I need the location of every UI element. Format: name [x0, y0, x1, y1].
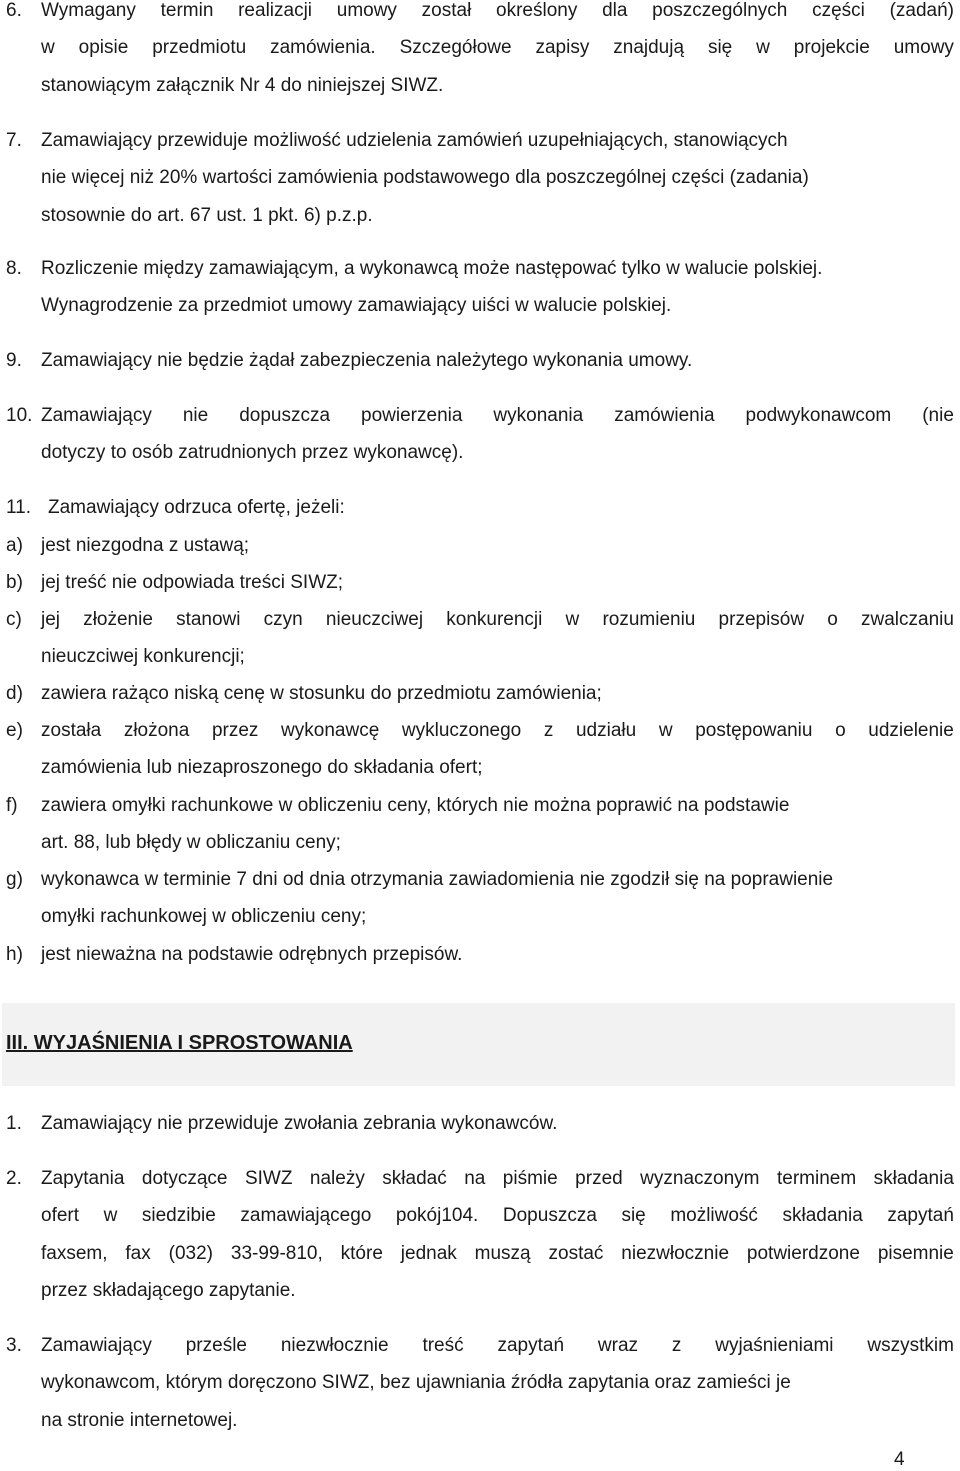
- text-line: Wynagrodzenie za przedmiot umowy zamawiający uiści w walucie polskiej.: [41, 295, 672, 316]
- word: zostać: [548, 1243, 604, 1264]
- item-letter: c): [6, 609, 22, 630]
- text-line: stanowiącym załącznik Nr 4 do niniejszej SIWZ.: [41, 75, 444, 96]
- word: potwierdzone: [746, 1243, 860, 1264]
- text-line: zawiera omyłki rachunkowe w obliczeniu ceny, których nie można poprawić na podstawie: [41, 795, 790, 816]
- item-number: 2.: [6, 1168, 22, 1189]
- word: umowy: [893, 37, 954, 58]
- text-line: wykonawca w terminie 7 dni od dnia otrzymania zawiadomienia nie zgodził się na poprawienie: [41, 869, 834, 890]
- word: niezwłocznie: [621, 1243, 730, 1264]
- item-letter: d): [6, 683, 23, 704]
- word: składać: [382, 1168, 447, 1189]
- item-number: 3.: [6, 1335, 22, 1356]
- word: termin: [160, 0, 214, 21]
- word: wszystkim: [867, 1335, 954, 1356]
- word: terminem: [776, 1168, 857, 1189]
- word: pisemnie: [877, 1243, 954, 1264]
- word: opisie: [78, 37, 129, 58]
- text-line: Zamawiający nie przewiduje zwołania zebrania wykonawców.: [41, 1113, 558, 1134]
- word: dla: [602, 0, 628, 21]
- item-letter: b): [6, 572, 23, 593]
- word: w: [103, 1205, 118, 1226]
- section-heading: III. WYJAŚNIENIA I SPROSTOWANIA: [6, 1032, 353, 1054]
- word: w: [41, 37, 55, 58]
- word: przepisów: [718, 609, 805, 630]
- word: ofert: [41, 1205, 80, 1226]
- text-line: zawiera rażąco niską cenę w stosunku do przedmiotu zamówienia;: [41, 683, 602, 704]
- word: w: [565, 609, 580, 630]
- word: przed: [575, 1168, 623, 1189]
- word: (032): [168, 1243, 213, 1264]
- word: wykonawcę: [281, 720, 380, 741]
- word: udzielenie: [868, 720, 954, 741]
- text-line: [41, 720, 954, 742]
- text-line: nieuczciwej konkurencji;: [41, 646, 245, 667]
- word: o: [835, 720, 846, 741]
- word: zamawiającego: [240, 1205, 372, 1226]
- word: treść: [422, 1335, 464, 1356]
- item-number: 1.: [6, 1113, 22, 1134]
- word: (nie: [922, 405, 954, 426]
- word: podwykonawcom: [745, 405, 892, 426]
- word: w: [756, 37, 770, 58]
- word: składania: [873, 1168, 954, 1189]
- word: wyznaczonym: [640, 1168, 760, 1189]
- word: prześle: [185, 1335, 247, 1356]
- item-letter: g): [6, 869, 23, 890]
- text-line: stosownie do art. 67 ust. 1 pkt. 6) p.z.p.: [41, 205, 373, 226]
- item-number: 10.: [6, 405, 33, 426]
- word: z: [543, 720, 554, 741]
- word: stanowi: [176, 609, 241, 630]
- word: realizacji: [238, 0, 313, 21]
- page-number: 4: [894, 1449, 905, 1470]
- word: czyn: [263, 609, 303, 630]
- text-line: Zamawiający nie będzie żądał zabezpieczenia należytego wykonania umowy.: [41, 350, 693, 371]
- text-line: [41, 1168, 954, 1190]
- text-line: [41, 405, 954, 427]
- word: określony: [496, 0, 578, 21]
- text-line: jej treść nie odpowiada treści SIWZ;: [41, 572, 344, 593]
- text-line: jest nieważna na podstawie odrębnych przepisów.: [41, 944, 463, 965]
- text-line: [41, 0, 954, 22]
- word: części: [812, 0, 865, 21]
- word: Wymagany: [41, 0, 136, 21]
- word: postępowaniu: [695, 720, 813, 741]
- word: muszą: [474, 1243, 531, 1264]
- word: fax: [125, 1243, 151, 1264]
- word: siedzibie: [141, 1205, 216, 1226]
- word: w: [658, 720, 673, 741]
- word: Zapytania: [41, 1168, 125, 1189]
- text-line: Zamawiający odrzuca ofertę, jeżeli:: [48, 497, 345, 518]
- word: został: [421, 0, 472, 21]
- word: należy: [309, 1168, 365, 1189]
- item-number: 9.: [6, 350, 22, 371]
- word: jej: [41, 609, 61, 630]
- word: faxsem,: [41, 1243, 108, 1264]
- item-number: 6.: [6, 0, 22, 21]
- text-line: [41, 37, 954, 59]
- word: została: [41, 720, 102, 741]
- word: umowy: [336, 0, 397, 21]
- text-line: dotyczy to osób zatrudnionych przez wykonawcę).: [41, 442, 464, 463]
- word: złożenie: [83, 609, 153, 630]
- word: zamówienia: [614, 405, 715, 426]
- item-number: 11.: [6, 497, 32, 518]
- word: zapytań: [497, 1335, 565, 1356]
- word: jednak: [400, 1243, 457, 1264]
- text-line: zamówienia lub niezaproszonego do składania ofert;: [41, 757, 483, 778]
- text-line: [41, 609, 954, 631]
- word: zapisy: [535, 37, 590, 58]
- word: rozumieniu: [602, 609, 696, 630]
- word: zapytań: [887, 1205, 954, 1226]
- word: się: [621, 1205, 646, 1226]
- word: Szczegółowe: [399, 37, 512, 58]
- text-line: Rozliczenie między zamawiającym, a wykonawcą może następować tylko w walucie polskiej.: [41, 258, 823, 279]
- text-line: [41, 1243, 954, 1265]
- text-line: nie więcej niż 20% wartości zamówienia podstawowego dla poszczególnej części (zadania): [41, 167, 809, 188]
- word: dotyczące: [141, 1168, 228, 1189]
- item-number: 8.: [6, 258, 22, 279]
- text-line: na stronie internetowej.: [41, 1410, 238, 1431]
- word: wraz: [597, 1335, 639, 1356]
- item-letter: h): [6, 944, 23, 965]
- word: 33-99-810,: [230, 1243, 323, 1264]
- word: znajdują: [613, 37, 685, 58]
- text-line: art. 88, lub błędy w obliczaniu ceny;: [41, 832, 341, 853]
- word: nie: [182, 405, 209, 426]
- item-letter: a): [6, 535, 23, 556]
- item-letter: f): [6, 795, 18, 816]
- word: SIWZ: [244, 1168, 293, 1189]
- word: powierzenia: [361, 405, 463, 426]
- word: wykonania: [493, 405, 584, 426]
- word: się: [707, 37, 733, 58]
- word: które: [340, 1243, 383, 1264]
- word: zamówienia.: [270, 37, 376, 58]
- text-line: [41, 1205, 954, 1227]
- word: możliwość: [670, 1205, 758, 1226]
- text-line: [41, 1335, 954, 1357]
- word: Zamawiający: [41, 1335, 152, 1356]
- word: nieuczciwej: [325, 609, 424, 630]
- word: poszczególnych: [652, 0, 788, 21]
- word: zwalczaniu: [861, 609, 954, 630]
- word: na: [464, 1168, 486, 1189]
- text-line: jest niezgodna z ustawą;: [41, 535, 250, 556]
- word: składania: [782, 1205, 863, 1226]
- text-line: Zamawiający przewiduje możliwość udzielenia zamówień uzupełniających, stanowiących: [41, 130, 788, 151]
- word: o: [827, 609, 838, 630]
- word: piśmie: [502, 1168, 558, 1189]
- word: przez: [211, 720, 259, 741]
- word: dopuszcza: [239, 405, 331, 426]
- text-line: omyłki rachunkowej w obliczeniu ceny;: [41, 906, 367, 927]
- word: (zadań): [889, 0, 954, 21]
- word: udziału: [575, 720, 637, 741]
- word: projekcie: [793, 37, 870, 58]
- item-number: 7.: [6, 130, 22, 151]
- word: Zamawiający: [41, 405, 152, 426]
- text-line: przez składającego zapytanie.: [41, 1280, 296, 1301]
- word: wykluczonego: [401, 720, 522, 741]
- word: złożona: [123, 720, 190, 741]
- word: konkurencji: [446, 609, 543, 630]
- word: Dopuszcza: [502, 1205, 597, 1226]
- word: przedmiotu: [152, 37, 247, 58]
- word: z: [671, 1335, 682, 1356]
- word: pokój104.: [395, 1205, 479, 1226]
- text-line: wykonawcom, którym doręczono SIWZ, bez ujawniania źródła zapytania oraz zamieści je: [41, 1372, 791, 1393]
- item-letter: e): [6, 720, 23, 741]
- word: niezwłocznie: [280, 1335, 389, 1356]
- word: wyjaśnieniami: [715, 1335, 834, 1356]
